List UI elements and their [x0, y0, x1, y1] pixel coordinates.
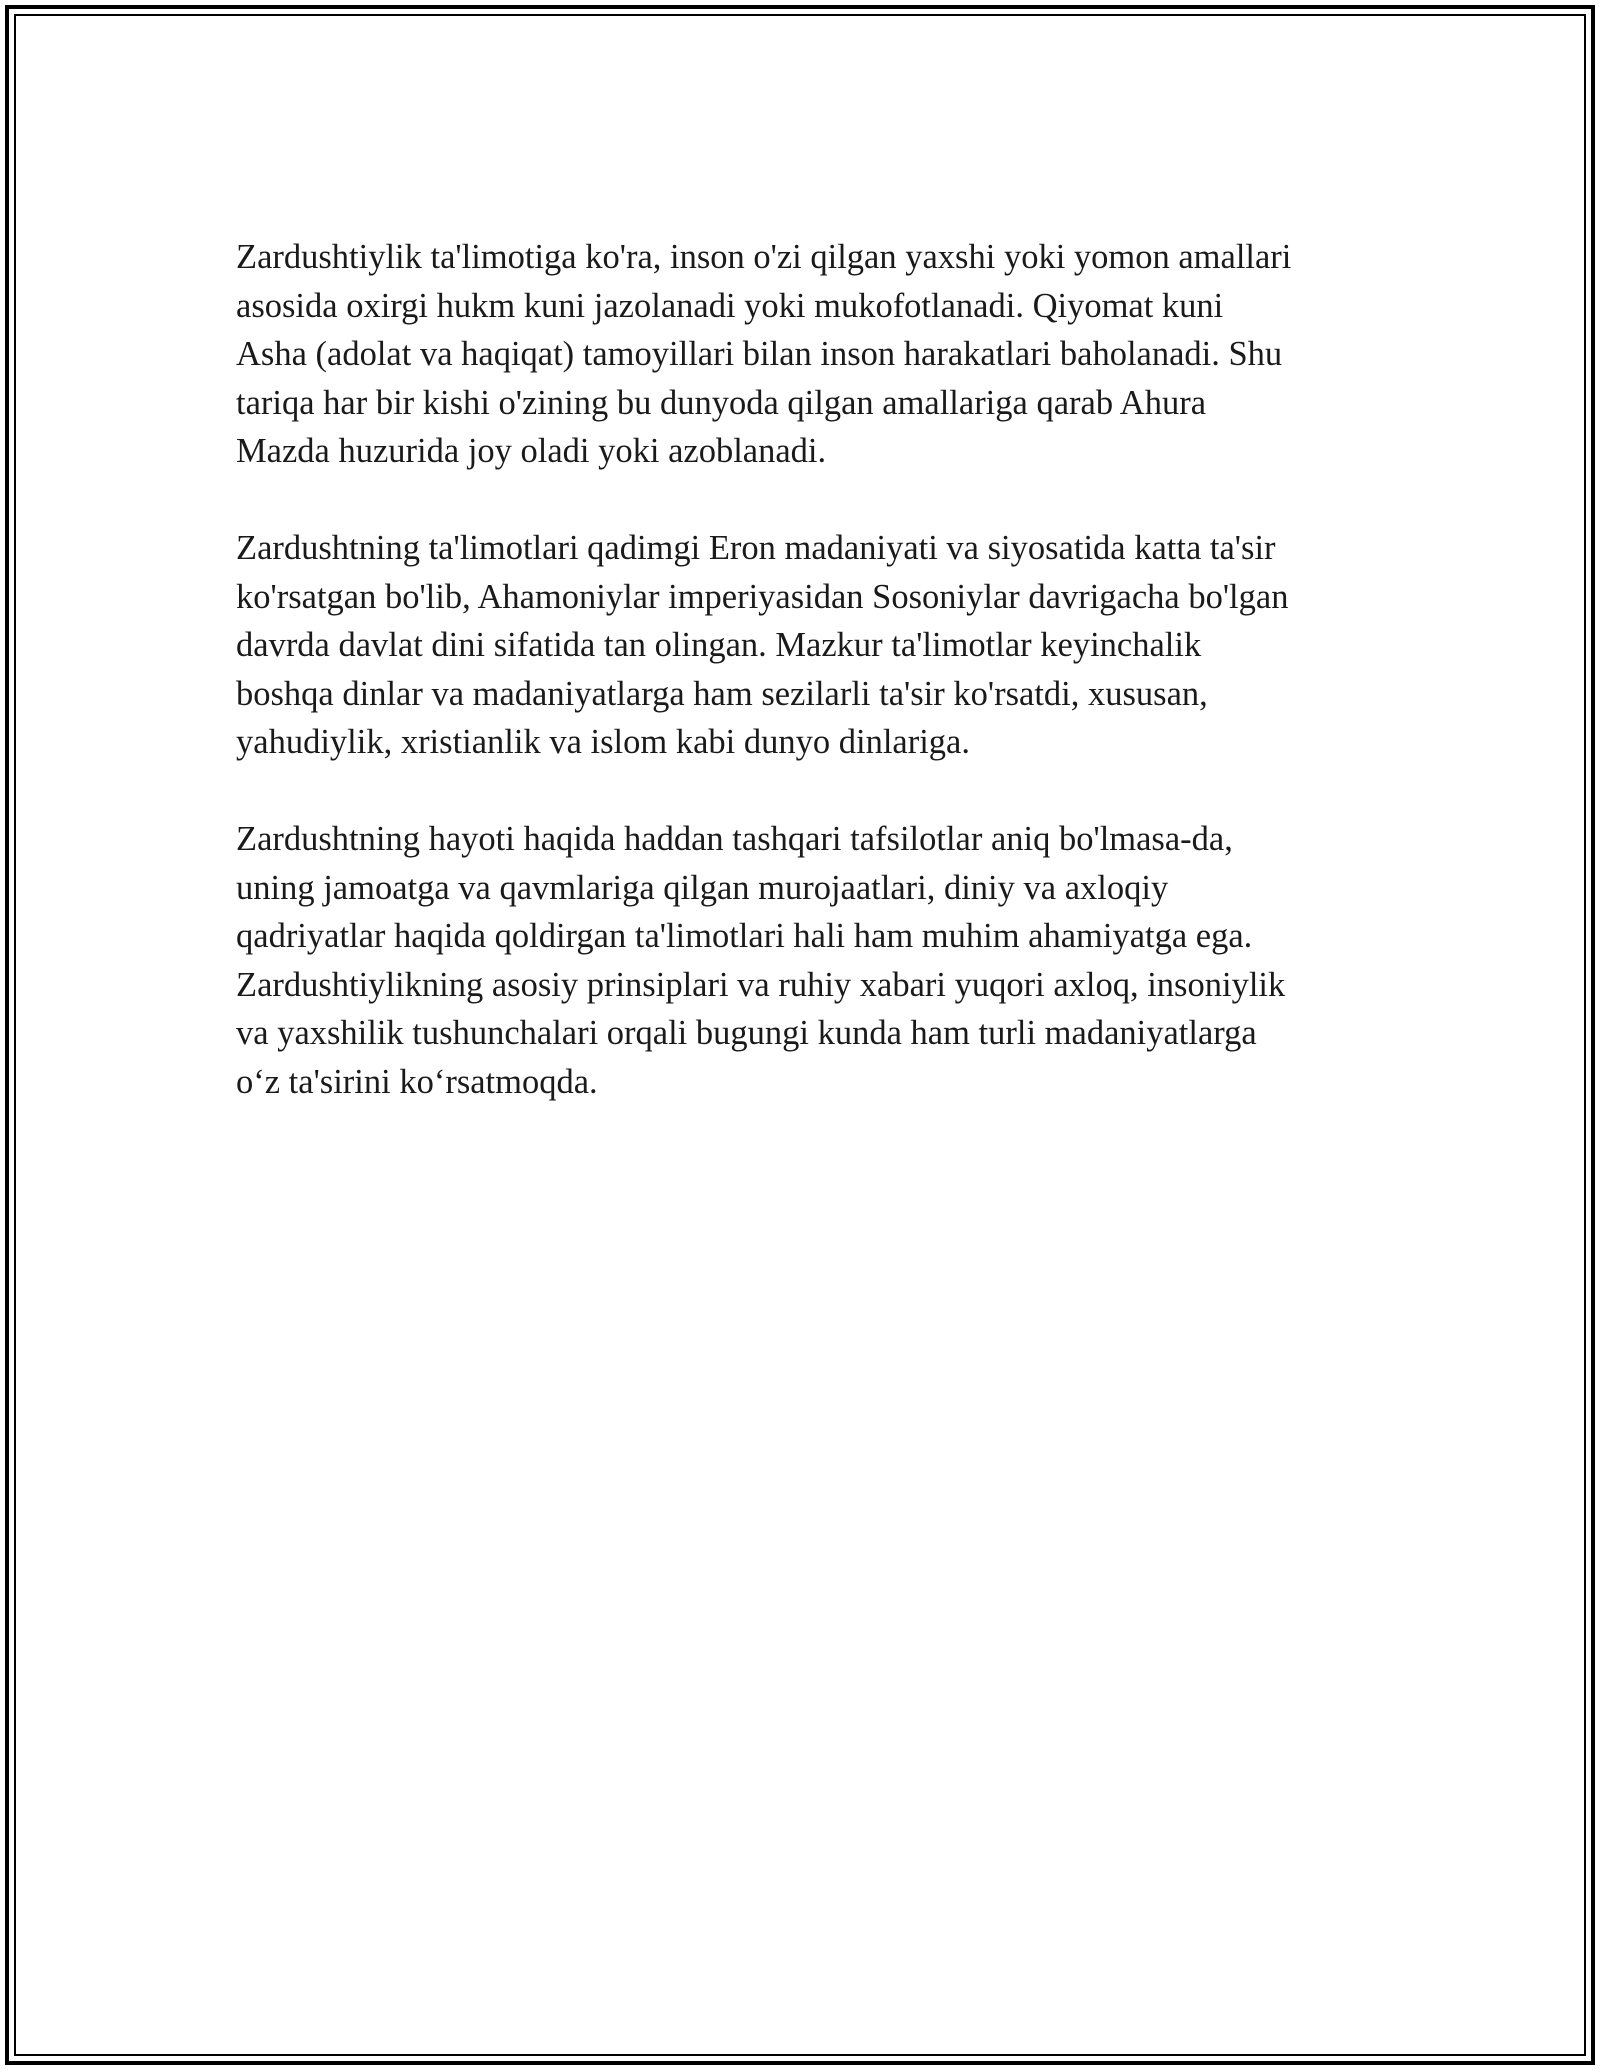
- paragraph-2: [236, 524, 1366, 767]
- paragraph-3: [236, 815, 1366, 1106]
- text-line: va yaxshilik tushunchalari orqali bugungi kunda ham turli madaniyatlarga: [236, 1014, 1257, 1052]
- text-line: Zardushtning hayoti haqida haddan tashqari tafsilotlar aniq bo'lmasa-da,: [236, 820, 1233, 858]
- paragraph-1: [236, 233, 1366, 476]
- text-line: yahudiylik, xristianlik va islom kabi dunyo dinlariga.: [236, 723, 970, 761]
- text-line: davrda davlat dini sifatida tan olingan. Mazkur ta'limotlar keyinchalik: [236, 626, 1202, 664]
- document-body: [236, 233, 1366, 1106]
- text-line: Zardushtiylik ta'limotiga ko'ra, inson o'zi qilgan yaxshi yoki yomon amallari: [236, 238, 1292, 276]
- text-line: uning jamoatga va qavmlariga qilgan murojaatlari, diniy va axloqiy: [236, 868, 1169, 907]
- text-line: Mazda huzurida joy oladi yoki azoblanadi.: [236, 432, 827, 470]
- text-line: qadriyatlar haqida qoldirgan ta'limotlari hali ham muhim ahamiyatga ega.: [236, 917, 1253, 955]
- text-line: tariqa har bir kishi o'zining bu dunyoda qilgan amallariga qarab Ahura: [236, 383, 1207, 422]
- text-line: Asha (adolat va haqiqat) tamoyillari bilan inson harakatlari baholanadi. Shu: [236, 335, 1283, 373]
- text-line: ko'rsatgan bo'lib, Ahamoniylar imperiyasidan Sosoniylar davrigacha bo'lgan: [236, 577, 1289, 616]
- text-line: asosida oxirgi hukm kuni jazolanadi yoki mukofotlanadi. Qiyomat kuni: [236, 286, 1224, 325]
- text-line: Zardushtiylikning asosiy prinsiplari va ruhiy xabari yuqori axloq, insoniylik: [236, 965, 1286, 1004]
- text-line: Zardushtning ta'limotlari qadimgi Eron madaniyati va siyosatida katta ta'sir: [236, 529, 1276, 567]
- text-line: boshqa dinlar va madaniyatlarga ham sezilarli ta'sir ko'rsatdi, xususan,: [236, 674, 1208, 713]
- text-line: o‘z ta'sirini ko‘rsatmoqda.: [236, 1062, 598, 1101]
